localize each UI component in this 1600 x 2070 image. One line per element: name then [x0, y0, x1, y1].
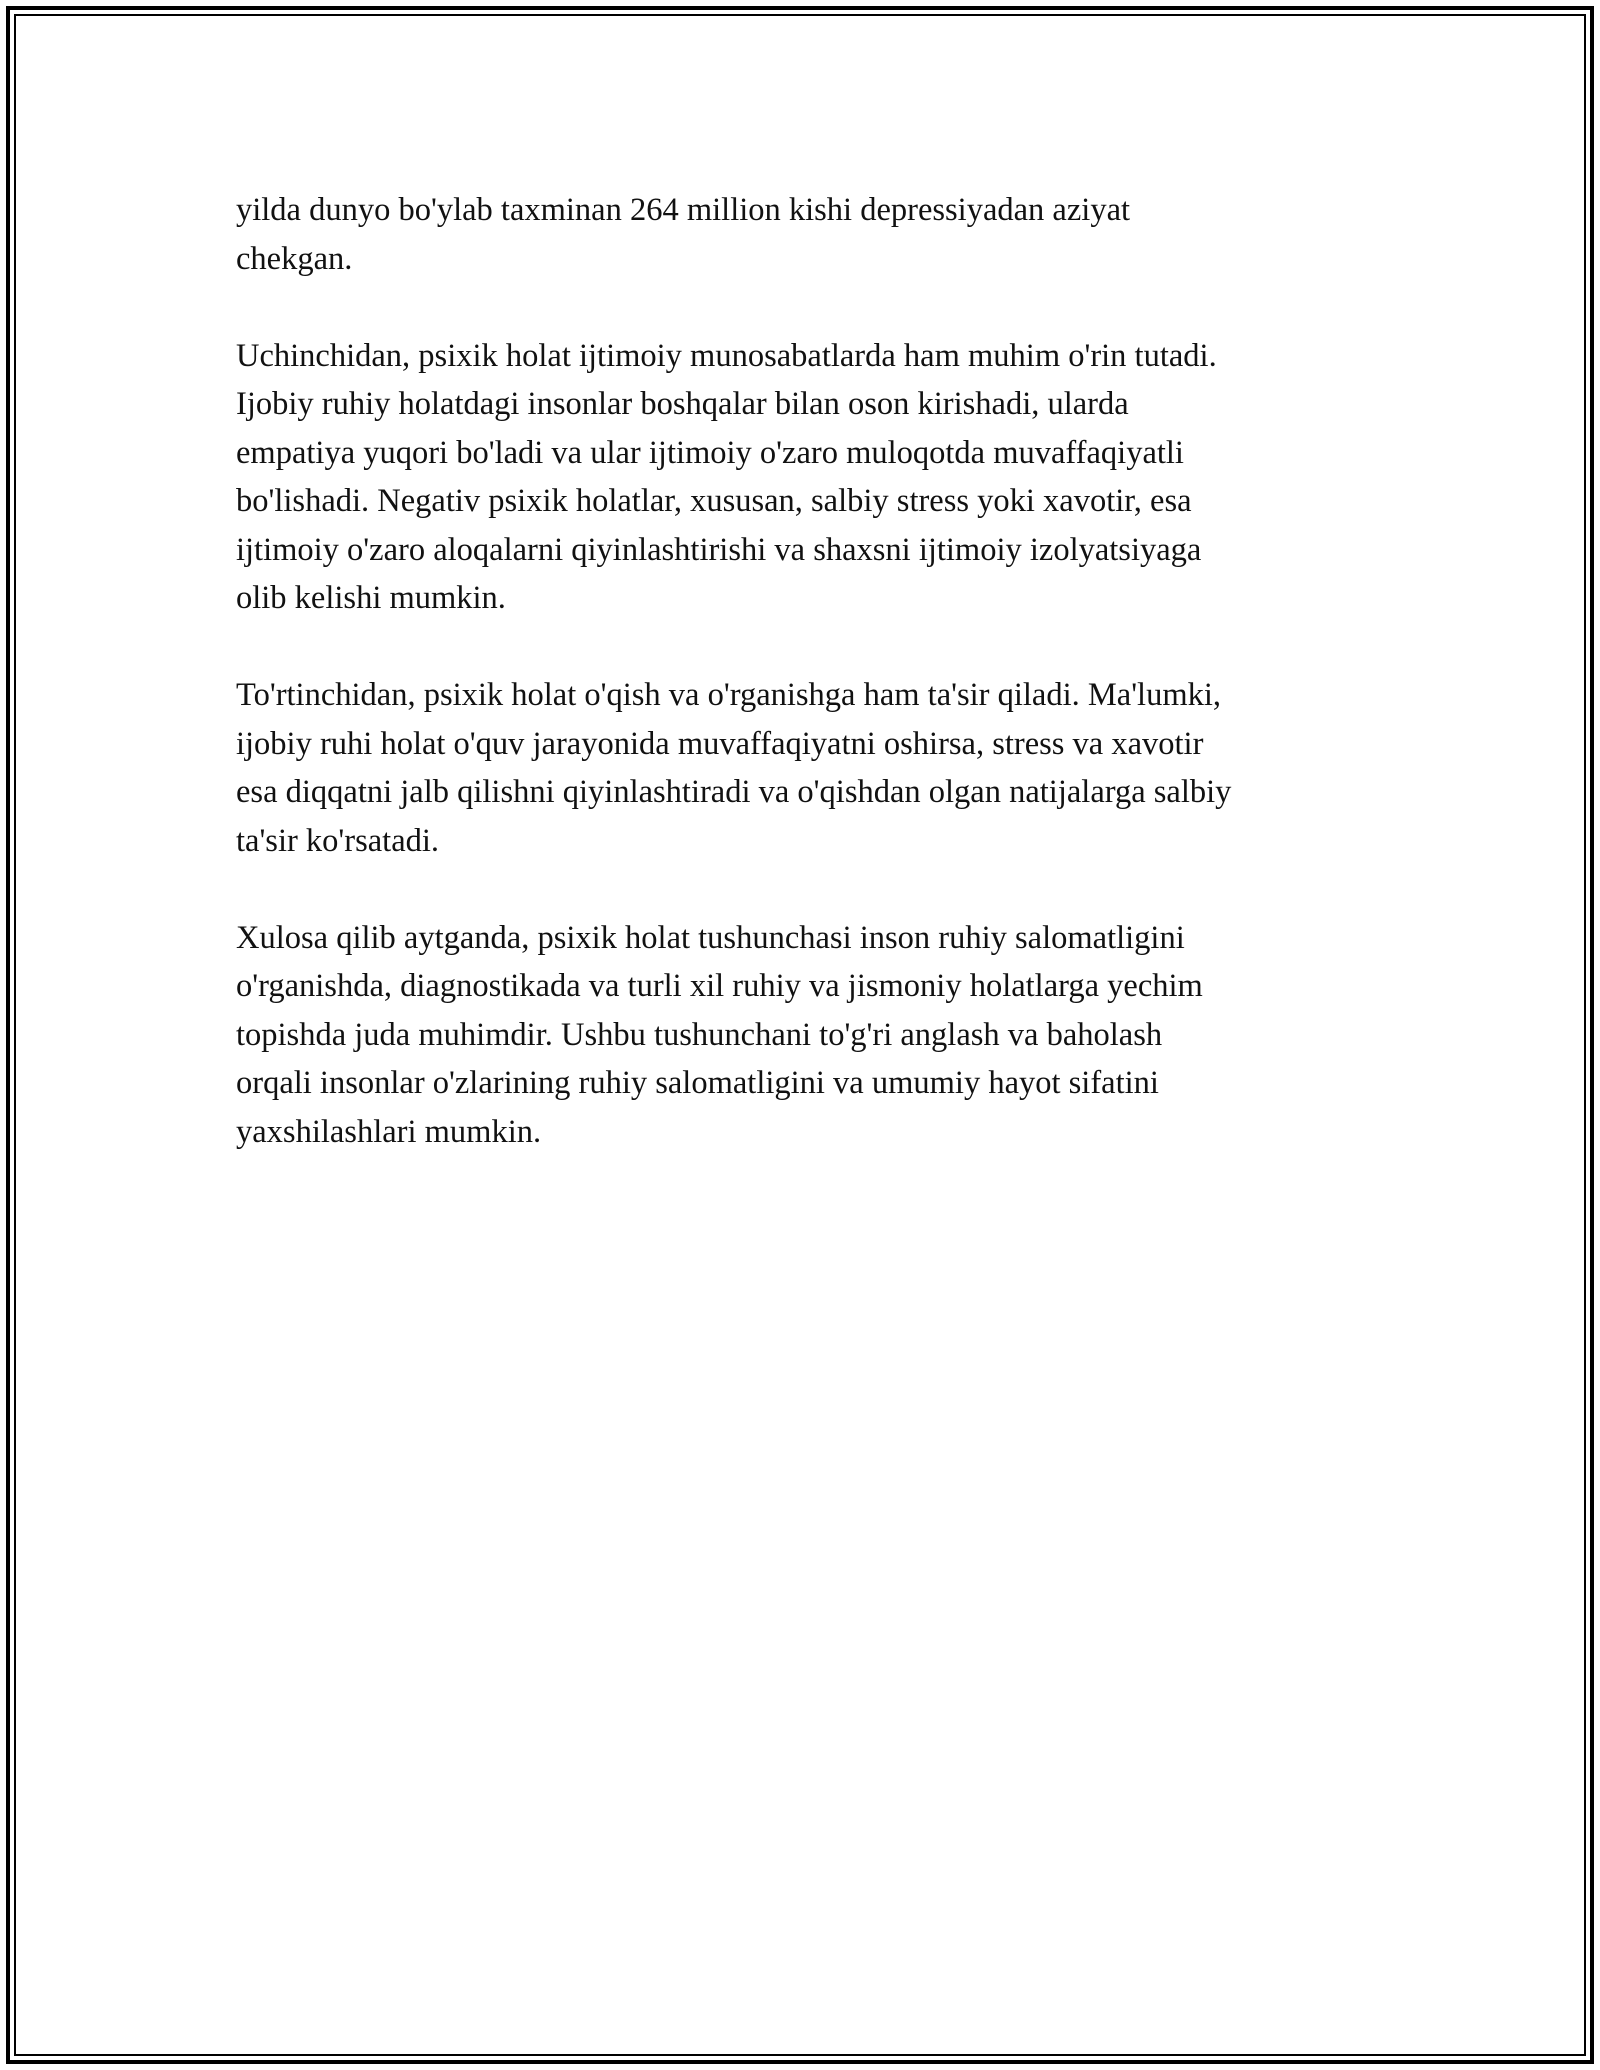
paragraph-third-point: Uchinchidan, psixik holat ijtimoiy munosabatlarda ham muhim o'rin tutadi. Ijobiy ruhiy holatdagi insonlar boshqalar bilan oson kirishadi, ularda empatiya yuqori bo'ladi va ular ijtimoiy o'zaro muloqotda muvaffaqiyatli bo'lishadi. Negativ psixik holatlar, xususan, salbiy stress yoki xavotir, esa ijtimoiy o'zaro aloqalarni qiyinlashtirishi va shaxsni ijtimoiy izolyatsiyaga olib kelishi mumkin. [236, 337, 1217, 616]
paragraph-fourth-point: To'rtinchidan, psixik holat o'qish va o'rganishga ham ta'sir qiladi. Ma'lumki, ijobiy ruhi holat o'quv jarayonida muvaffaqiyatni oshirsa, stress va xavotir esa diqqatni jalb qilishni qiyinlashtiradi va o'qishdan olgan natijalarga salbiy ta'sir ko'rsatadi. [236, 677, 1232, 859]
paragraph-conclusion: Xulosa qilib aytganda, psixik holat tushunchasi inson ruhiy salomatligini o'rganishda, diagnostikada va turli xil ruhiy va jismoniy holatlarga yechim topishda juda muhimdir. Ushbu tushunchani to'g'ri anglash va baholash orqali insonlar o'zlarining ruhiy salomatligini va umumiy hayot sifatini yaxshilashlari mumkin. [236, 919, 1203, 1150]
paragraph-continuation: yilda dunyo bo'ylab taxminan 264 million kishi depressiyadan aziyat chekgan. [236, 192, 1131, 277]
document-body [236, 186, 1376, 1205]
